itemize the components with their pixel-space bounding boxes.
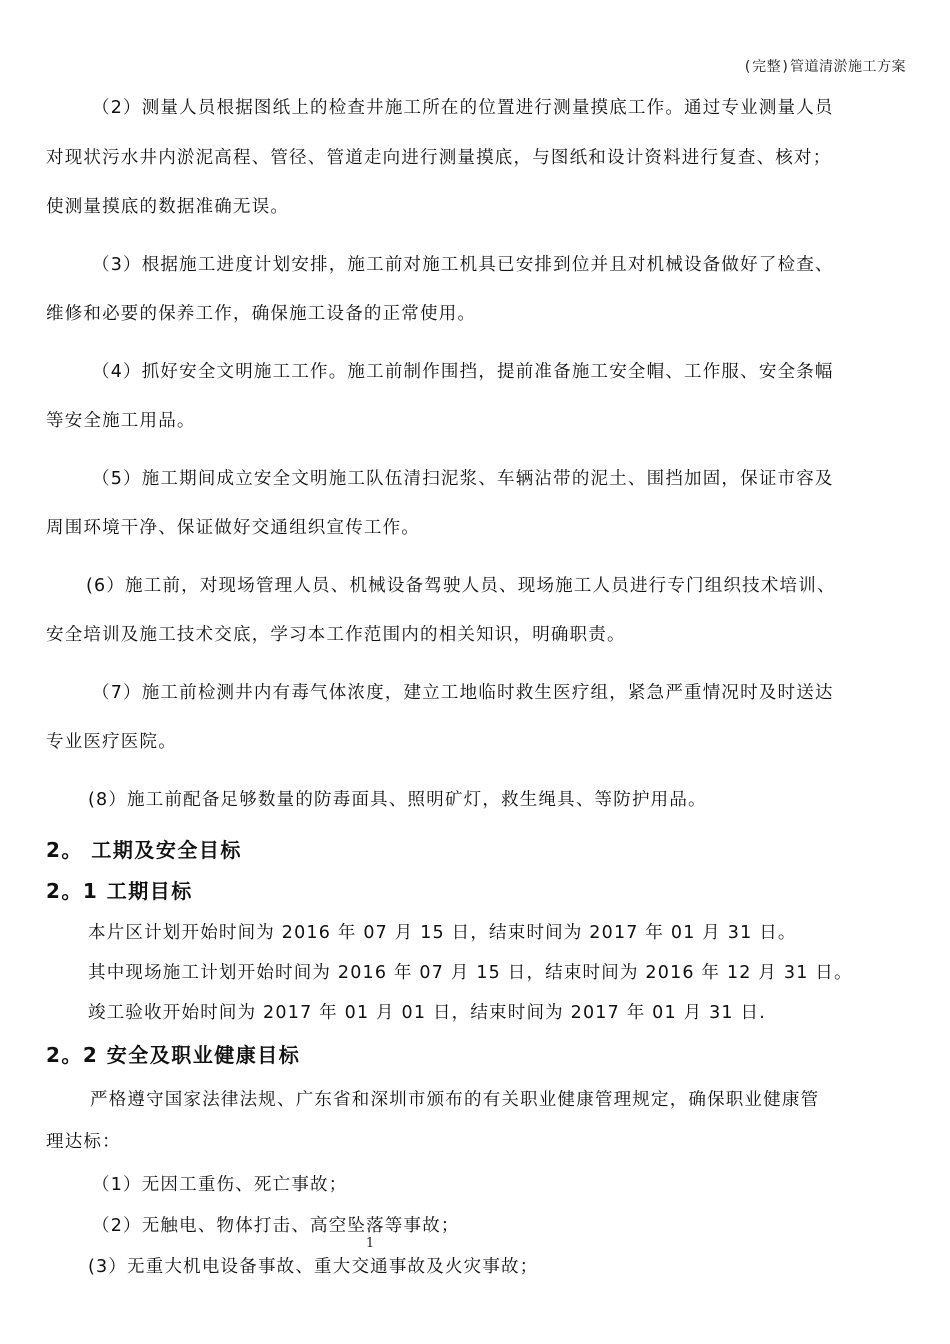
schedule-line: 本片区计划开始时间为 2016 年 07 月 15 日，结束时间为 2017 年 01 月 31 日。	[88, 923, 797, 943]
paragraph-7	[46, 669, 906, 768]
subsection-heading-safety: 2。2 安全及职业健康目标	[46, 1043, 301, 1067]
paragraph-4	[46, 348, 906, 447]
page-number: 1	[365, 1236, 375, 1251]
section-heading: 2。 工期及安全目标	[46, 838, 242, 862]
safety-intro	[46, 1079, 906, 1163]
paragraph-line: （3）根据施工进度计划安排，施工前对施工机具已安排到位并且对机械设备做好了检查、	[92, 254, 834, 275]
safety-item: (3）无重大机电设备事故、重大交通事故及火灾事故；	[88, 1257, 539, 1277]
schedule-line: 竣工验收开始时间为 2017 年 01 月 01 日，结束时间为 2017 年 01 月 31 日.	[88, 1003, 766, 1023]
paragraph-line: 等安全施工用品。	[46, 411, 196, 431]
paragraph-line: （5）施工期间成立安全文明施工队伍清扫泥浆、车辆沾带的泥土、围挡加固，保证市容及	[92, 468, 834, 489]
paragraph-line: （7）施工前检测井内有毒气体浓度，建立工地临时救生医疗组，紧急严重情况时及时送达	[92, 682, 834, 703]
paragraph-line: （4）抓好安全文明施工工作。施工前制作围挡，提前准备施工安全帽、工作服、安全条幅	[92, 361, 834, 382]
paragraph-6	[46, 562, 906, 661]
paragraph-line: (6）施工前，对现场管理人员、机械设备驾驶人员、现场施工人员进行专门组织技术培训、	[86, 575, 836, 596]
paragraph-2	[46, 84, 906, 233]
paragraph-line: 理达标：	[46, 1132, 121, 1152]
paragraph-line: 专业医疗医院。	[46, 732, 177, 752]
subsection-heading-schedule: 2。1 工期目标	[46, 879, 193, 903]
document-body	[46, 84, 906, 1288]
paragraph-line: 对现状污水井内淤泥高程、管径、管道走向进行测量摸底，与图纸和设计资料进行复查、核对；	[46, 147, 832, 168]
paragraph-3	[46, 241, 906, 340]
paragraph-line: 使测量摸底的数据准确无误。	[46, 197, 290, 217]
safety-item: （1）无因工重伤、死亡事故；	[92, 1175, 348, 1195]
paragraph-8: (8）施工前配备足够数量的防毒面具、照明矿灯，救生绳具、等防护用品。	[88, 789, 707, 810]
paragraph-line: （2）测量人员根据图纸上的检查井施工所在的位置进行测量摸底工作。通过专业测量人员	[92, 98, 834, 118]
paragraph-line: 安全培训及施工技术交底，学习本工作范围内的相关知识，明确职责。	[46, 625, 626, 645]
safety-item: （2）无触电、物体打击、高空坠落等事故；	[92, 1216, 460, 1236]
schedule-line: 其中现场施工计划开始时间为 2016 年 07 月 15 日，结束时间为 2016 年 12 月 31 日。	[88, 963, 853, 983]
paragraph-line: 严格遵守国家法律法规、广东省和深圳市颁布的有关职业健康管理规定，确保职业健康管	[90, 1090, 820, 1110]
paragraph-5	[46, 455, 906, 554]
paragraph-line: 周围环境干净、保证做好交通组织宣传工作。	[46, 518, 420, 538]
paragraph-line: 维修和必要的保养工作，确保施工设备的正常使用。	[46, 304, 477, 324]
document-header: (完整)管道清淤施工方案	[743, 59, 906, 75]
